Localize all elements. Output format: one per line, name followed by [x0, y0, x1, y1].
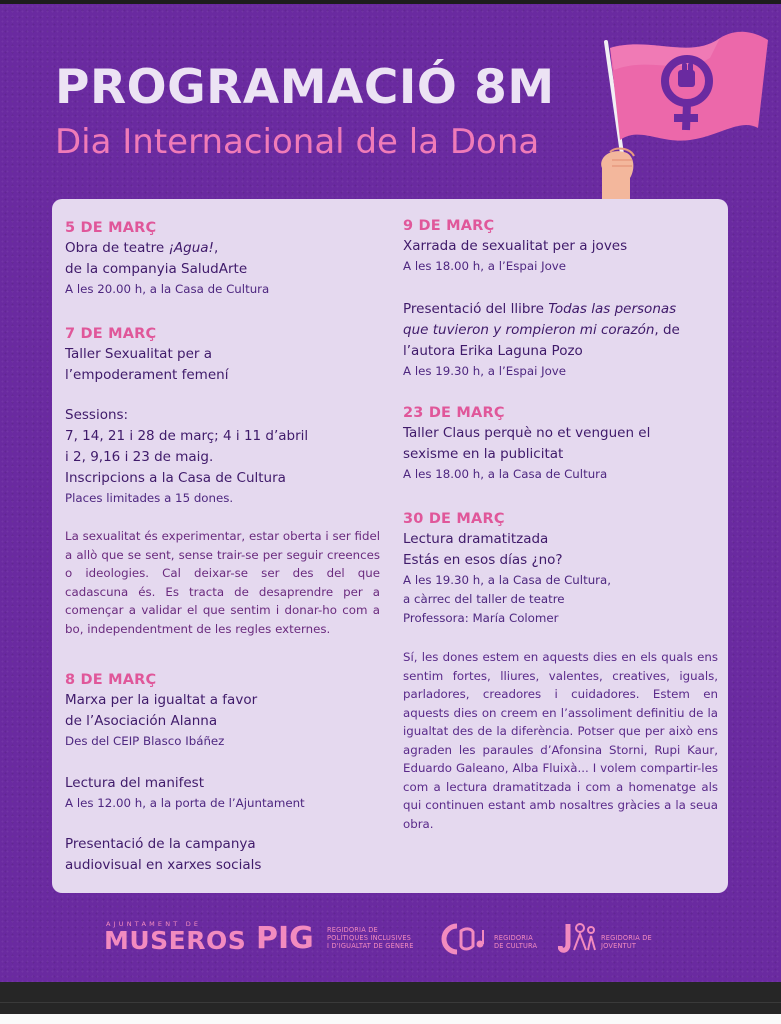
bottom-strip: [0, 982, 781, 1024]
event-date: 8 DE MARÇ: [65, 672, 157, 688]
inscriptions: Inscripcions a la Casa de Cultura: [65, 470, 286, 486]
event-title: Presentació del llibre Todas las personas: [403, 301, 677, 317]
feminist-flag-icon: [590, 18, 770, 203]
page-edge: [0, 1014, 781, 1024]
places-limit: Places limitades a 15 dones.: [65, 491, 234, 505]
event-title: Marxa per la igualtat a favor: [65, 692, 258, 708]
event-title: Lectura dramatitzada: [403, 531, 549, 547]
event-author: l’autora Erika Laguna Pozo: [403, 343, 583, 359]
event-info: A les 19.30 h, a la Casa de Cultura,: [403, 573, 611, 587]
event-info: A les 19.30 h, a l’Espai Jove: [403, 364, 567, 378]
event-info: A les 20.00 h, a la Casa de Cultura: [65, 282, 270, 296]
event-campaign: [65, 834, 380, 876]
event-date: 5 DE MARÇ: [65, 220, 157, 236]
event-title: Xarrada de sexualitat per a joves: [403, 238, 628, 254]
event-info-2: a càrrec del taller de teatre: [403, 592, 565, 606]
dramatization-paragraph: Sí, les dones estem en aquests dies en els quals ens sentim fortes, lliures, valentes, creatives, iguals, parladores, creadores i cuidadores. Estem en aquests dies on creem en l’assoliment definitiu de la igualtat des de la diferència. Potser que per això ens agraden les paraules d’Afonsina Storni, Rupi Kaur, Eduardo Galeano, Alba Fluixà... I volem compartir-les com a lectura dramatitzada i com a homenatge als qui continuen estant amb nosaltres gràcies a la seua obra.: [403, 650, 718, 831]
event-title-line2: Estás en esos días ¿no?: [403, 552, 563, 568]
event-9-marc: [403, 217, 718, 276]
event-title-line2: audiovisual en xarxes socials: [65, 857, 262, 873]
event-title: Presentació de la campanya: [65, 836, 256, 852]
event-teacher: Professora: María Colomer: [403, 611, 559, 625]
page-subtitle: Dia Internacional de la Dona: [55, 122, 540, 162]
youth-logo-text: REGIDORIA DE JOVENTUT: [601, 934, 652, 950]
poster: [0, 4, 781, 982]
sessions-label: Sessions:: [65, 407, 129, 423]
event-title: Obra de teatre ¡Agua!,: [65, 240, 219, 256]
youth-logo-icon: [558, 920, 598, 956]
culture-logo-icon: [439, 922, 489, 956]
page-title: PROGRAMACIÓ 8M: [55, 60, 555, 115]
event-info: Des del CEIP Blasco Ibáñez: [65, 734, 225, 748]
event-subtitle: de la companyia SaludArte: [65, 261, 248, 277]
event-title: Lectura del manifest: [65, 775, 205, 791]
museros-logo: MUSEROS: [104, 926, 247, 955]
event-date: 9 DE MARÇ: [403, 218, 495, 234]
event-title: Taller Claus perquè no et venguen el: [403, 425, 651, 441]
pig-logo-text: REGIDORIA DE POLÍTIQUES INCLUSIVES I D'IGUALTAT DE GÈNERE: [327, 926, 414, 950]
event-book-presentation: [403, 299, 718, 381]
event-8-marc: [65, 671, 380, 751]
event-title-line2: l’empoderament femení: [65, 367, 229, 383]
event-7-marc: [65, 325, 380, 638]
event-title-line2: de l’Asociación Alanna: [65, 713, 218, 729]
sessions-dates-1: 7, 14, 21 i 28 de març; 4 i 11 d’abril: [65, 428, 309, 444]
event-30-marc: [403, 510, 718, 833]
event-title-line2: sexisme en la publicitat: [403, 446, 564, 462]
event-title: Taller Sexualitat per a: [65, 346, 213, 362]
event-info: A les 12.00 h, a la porta de l’Ajuntament: [65, 796, 305, 810]
footer-logos: [0, 909, 781, 969]
sexuality-paragraph: La sexualitat és experimentar, estar oberta i ser fidel a allò que se sent, sense trair-se per seguir creences o ideologies. Cal deixar-se ser des del que cadascuna és. Es tracta de desaprendre per a començar a validar el que sentim i donar-ho com a bo, independentment de les regles externes.: [65, 529, 380, 636]
sessions-dates-2: i 2, 9,16 i 23 de maig.: [65, 449, 214, 465]
event-date: 30 DE MARÇ: [403, 511, 505, 527]
event-title-line2: que tuvieron y rompieron mi corazón, de: [403, 322, 680, 338]
divider: [0, 1002, 781, 1003]
event-23-marc: [403, 404, 718, 484]
event-5-marc: [65, 219, 380, 299]
event-date: 7 DE MARÇ: [65, 326, 157, 342]
program-card: [52, 199, 728, 893]
pig-logo: PIG: [256, 921, 314, 956]
event-manifest: [65, 773, 380, 813]
event-info: A les 18.00 h, a l’Espai Jove: [403, 259, 567, 273]
event-date: 23 DE MARÇ: [403, 405, 505, 421]
culture-logo-text: REGIDORIA DE CULTURA: [494, 934, 538, 950]
museros-logo-top: AJUNTAMENT DE: [106, 920, 202, 928]
event-info: A les 18.00 h, a la Casa de Cultura: [403, 467, 608, 481]
